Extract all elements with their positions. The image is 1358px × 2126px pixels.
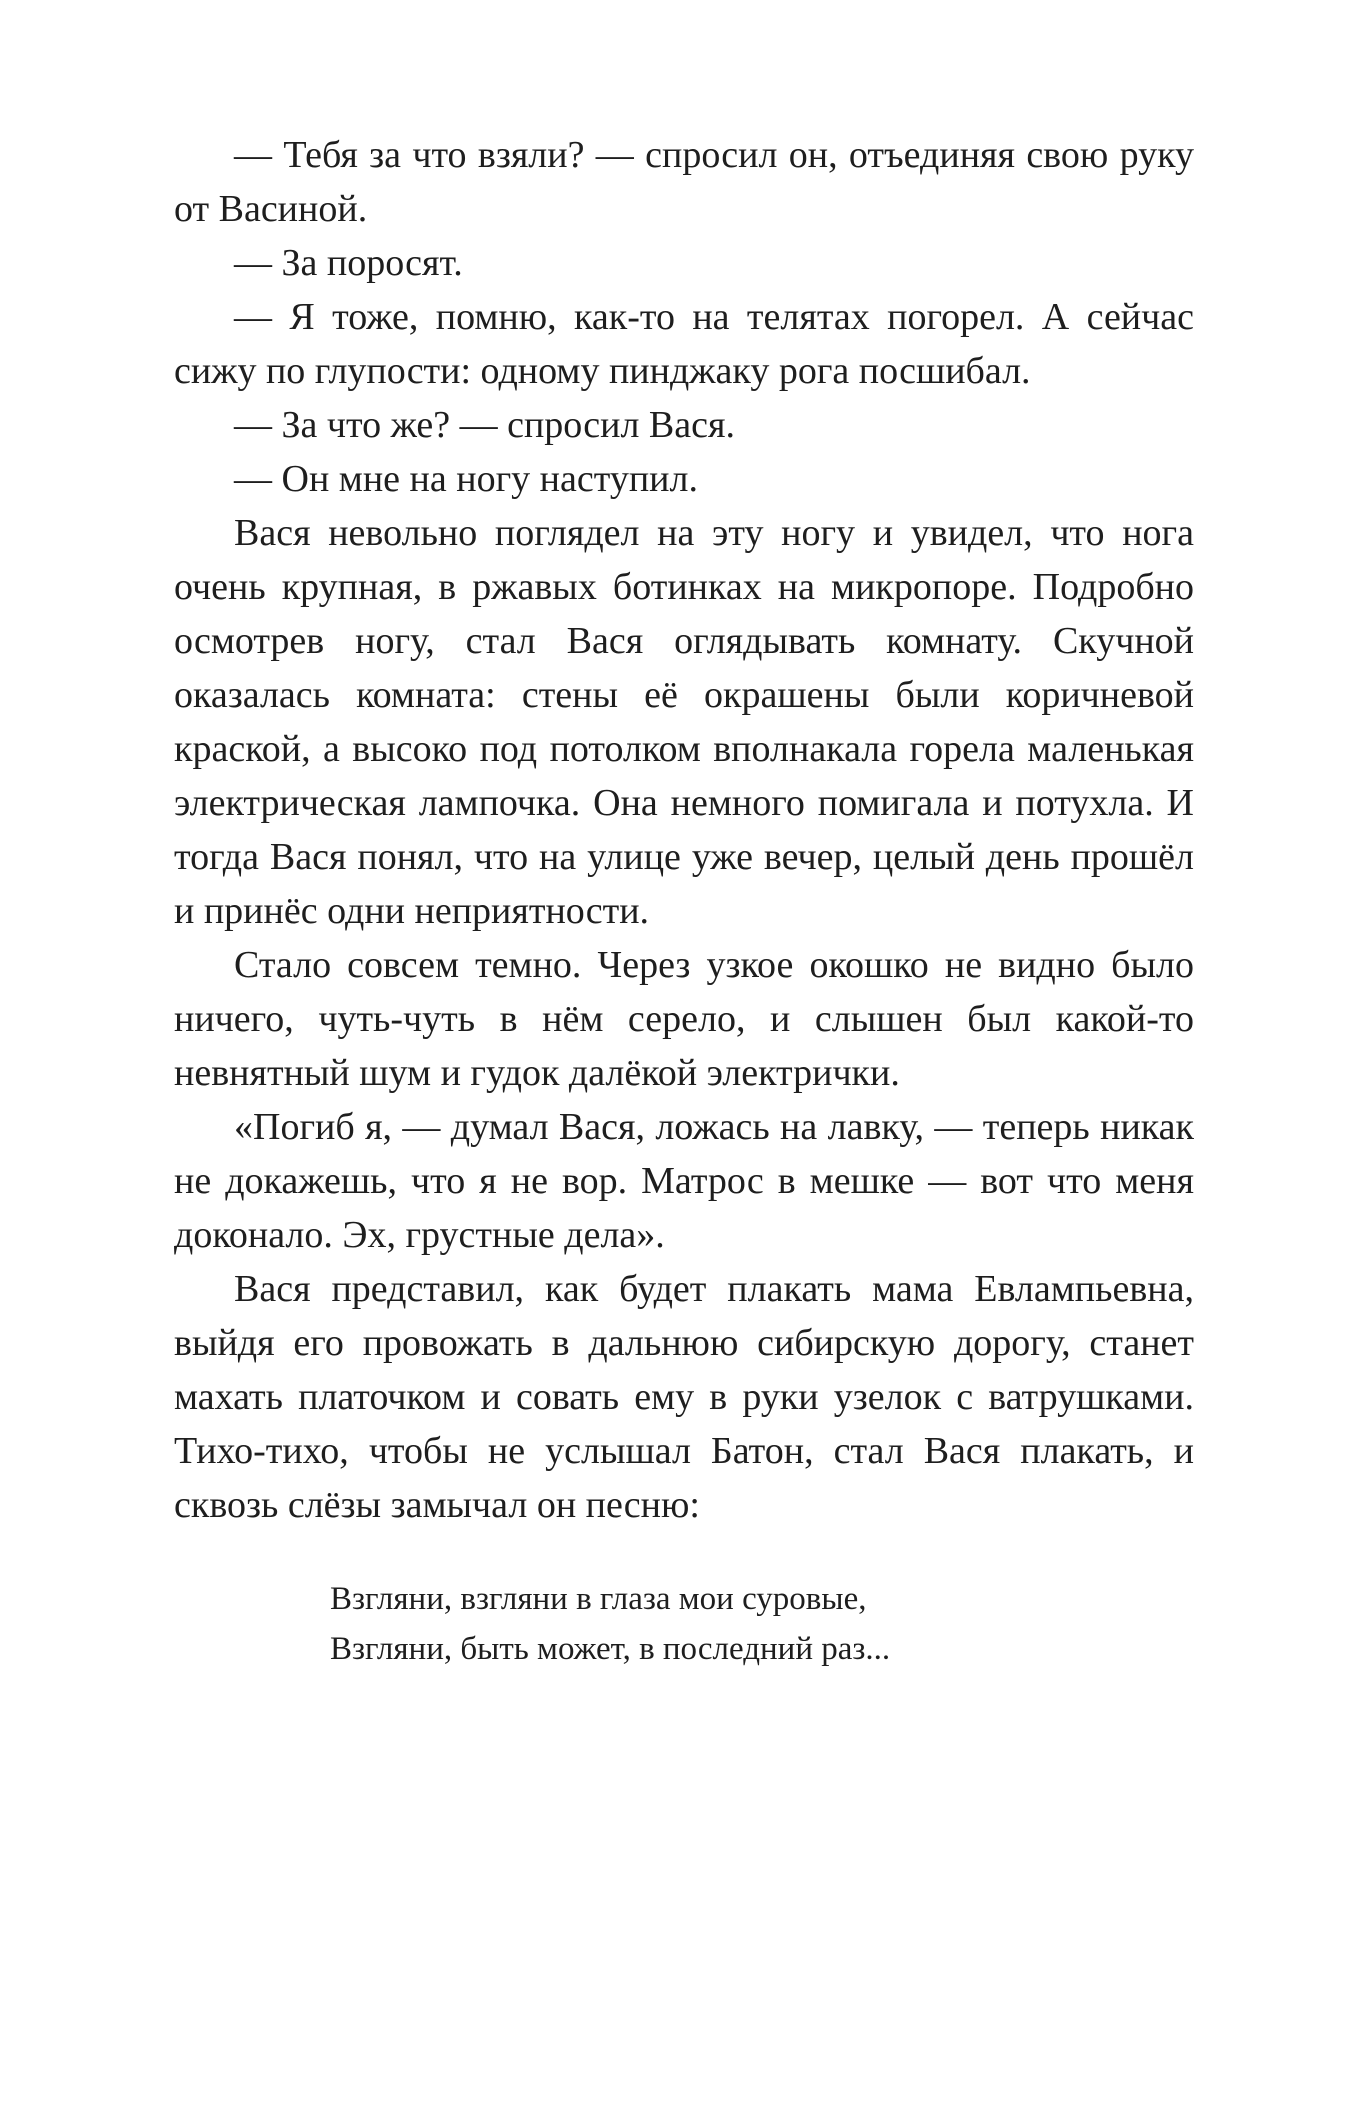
paragraph: — Тебя за что взяли? — спросил он, отъединяя свою руку от Васиной. bbox=[174, 134, 1194, 230]
verse-line: Взгляни, быть может, в последний раз... bbox=[330, 1631, 891, 1667]
paragraph: — За поросят. bbox=[234, 242, 463, 284]
paragraph: Вася представил, как будет плакать мама Евлампьевна, выйдя его провожать в дальнюю сибирскую дорогу, станет махать платочком и совать ему в руки узелок с ватрушками. Тихо-тихо, чтобы не услышал Батон, стал Вася плакать, и сквозь слёзы замычал он песню: bbox=[174, 1268, 1194, 1526]
song-verse bbox=[330, 1574, 1194, 1674]
paragraph: — Я тоже, помню, как-то на телятах погорел. А сейчас сижу по глупости: одному пинджаку рога посшибал. bbox=[174, 296, 1194, 392]
paragraph: — Он мне на ногу наступил. bbox=[234, 458, 698, 500]
paragraph: Вася невольно поглядел на эту ногу и увидел, что нога очень крупная, в ржавых ботинках на микропоре. Подробно осмотрев ногу, стал Вася оглядывать комнату. Скучной оказалась комната: стены её окрашены были коричневой краской, а высоко под потолком вполнакала горела маленькая электрическая лампочка. Она немного помигала и потухла. И тогда Вася понял, что на улице уже вечер, целый день прошёл и принёс одни неприятности. bbox=[174, 512, 1194, 932]
book-page bbox=[174, 128, 1194, 1674]
paragraph: «Погиб я, — думал Вася, ложась на лавку, — теперь никак не докажешь, что я не вор. Матрос в мешке — вот что меня доконало. Эх, грустные дела». bbox=[174, 1106, 1194, 1256]
paragraph: — За что же? — спросил Вася. bbox=[234, 404, 735, 446]
verse-line: Взгляни, взгляни в глаза мои суровые, bbox=[330, 1581, 867, 1617]
paragraph: Стало совсем темно. Через узкое окошко не видно было ничего, чуть-чуть в нём серело, и слышен был какой-то невнятный шум и гудок далёкой электрички. bbox=[174, 944, 1194, 1094]
